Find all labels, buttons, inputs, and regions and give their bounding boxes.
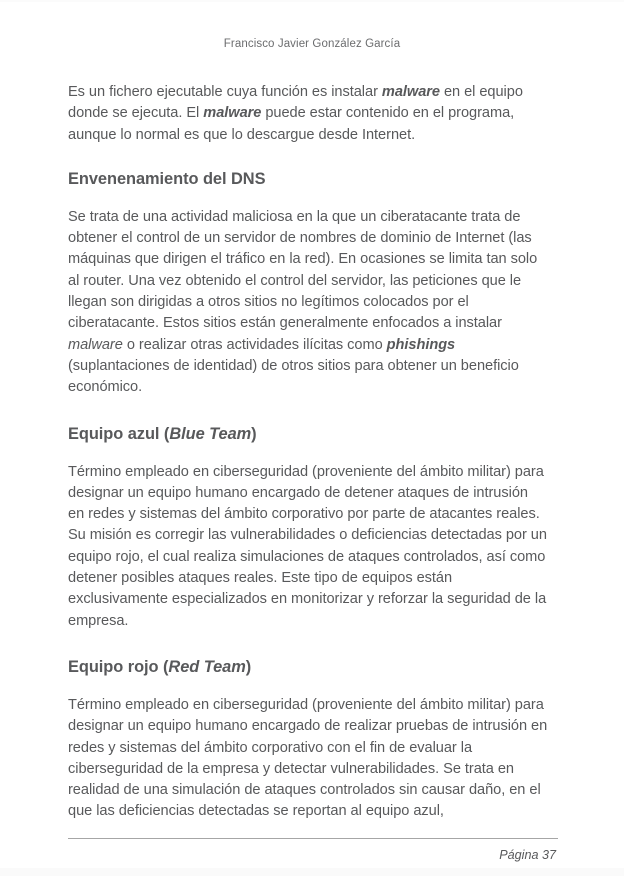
- emphasis-malware: malware: [381, 84, 440, 100]
- paragraph-intro-text-3: puede estar contenido en el programa, aunque lo normal es que lo descargue desde Internet.: [68, 105, 515, 143]
- running-header-author: Francisco Javier González García: [223, 38, 401, 50]
- heading-envenenamiento-dns: Envenenamiento del DNS: [68, 169, 266, 188]
- heading-equipo-rojo-text-1: Equipo rojo (: [68, 657, 169, 676]
- page-number: Página 37: [499, 848, 556, 862]
- page-bottom-edge: [0, 868, 624, 876]
- paragraph-blue-team: Término empleado en ciberseguridad (proveniente del ámbito militar) para designar un equipo humano encargado de detener ataques de intrusión en redes y sistemas del ámbito corporativo por parte de atacantes reales. Su misión es corregir las vulnerabilidades o deficiencias detectadas por un equipo rojo, el cual realiza simulaciones de ataques controlados, así como detener posibles ataques reales. Este tipo de equipos están exclusivamente especializados en monitorizar y reforzar la seguridad de la empresa.: [68, 463, 547, 629]
- heading-equipo-azul-text-2: ): [251, 424, 257, 443]
- paragraph-intro-text-2: en el equipo donde se ejecuta. El: [68, 84, 523, 122]
- emphasis-phishings: phishings: [386, 336, 456, 353]
- paragraph-dns-text-2: o realizar otras actividades ilícitas como: [122, 336, 387, 353]
- page-footer: [68, 838, 558, 862]
- spacer: [68, 190, 548, 207]
- document-body: [68, 82, 548, 823]
- spacer: [68, 399, 548, 423]
- paragraph-red-team: Término empleado en ciberseguridad (proveniente del ámbito militar) para designar un equipo humano encargado de realizar pruebas de intrusión en redes y sistemas del ámbito corporativo con el fin de evaluar la ciberseguridad de la empresa y detectar vulnerabilidades. Se trata en realidad de una simulación de ataques controlados sin causar daño, en el que las deficiencias detectadas se reportan al equipo azul,: [68, 696, 548, 820]
- heading-equipo-rojo: [68, 656, 548, 678]
- spacer: [68, 678, 548, 695]
- paragraph-dns-text-1: Se trata de una actividad maliciosa en la que un ciberatacante trata de obtener el control de un servidor de nombres de dominio de Internet (las máquinas que dirigen el tráfico en la red). En ocasiones se limita tan solo al router. Una vez obtenido el control del servidor, las peticiones que le llegan son dirigidas a otros sitios no legítimos colocados por el ciberatacante. Estos sitios están generalmente enfocados a instalar: [68, 208, 538, 332]
- emphasis-malware: malware: [203, 105, 262, 122]
- emphasis-red-team: Red Team: [168, 657, 246, 676]
- spacer: [68, 146, 548, 168]
- spacer: [68, 445, 548, 462]
- paragraph-intro: [68, 82, 548, 146]
- paragraph-dns: [68, 207, 548, 399]
- page-top-edge: [0, 0, 624, 2]
- heading-equipo-azul-text-1: Equipo azul (: [68, 424, 170, 443]
- paragraph-intro-text-1: Es un fichero ejecutable cuya función es instalar: [68, 84, 382, 100]
- emphasis-malware: malware: [68, 336, 123, 353]
- footer-divider: [68, 838, 558, 839]
- heading-equipo-rojo-text-2: ): [245, 657, 252, 676]
- paragraph-dns-text-3: (suplantaciones de identidad) de otros sitios para obtener un beneficio económico.: [68, 357, 519, 396]
- spacer: [68, 632, 548, 656]
- emphasis-blue-team: Blue Team: [169, 424, 252, 443]
- heading-equipo-azul: [68, 423, 548, 445]
